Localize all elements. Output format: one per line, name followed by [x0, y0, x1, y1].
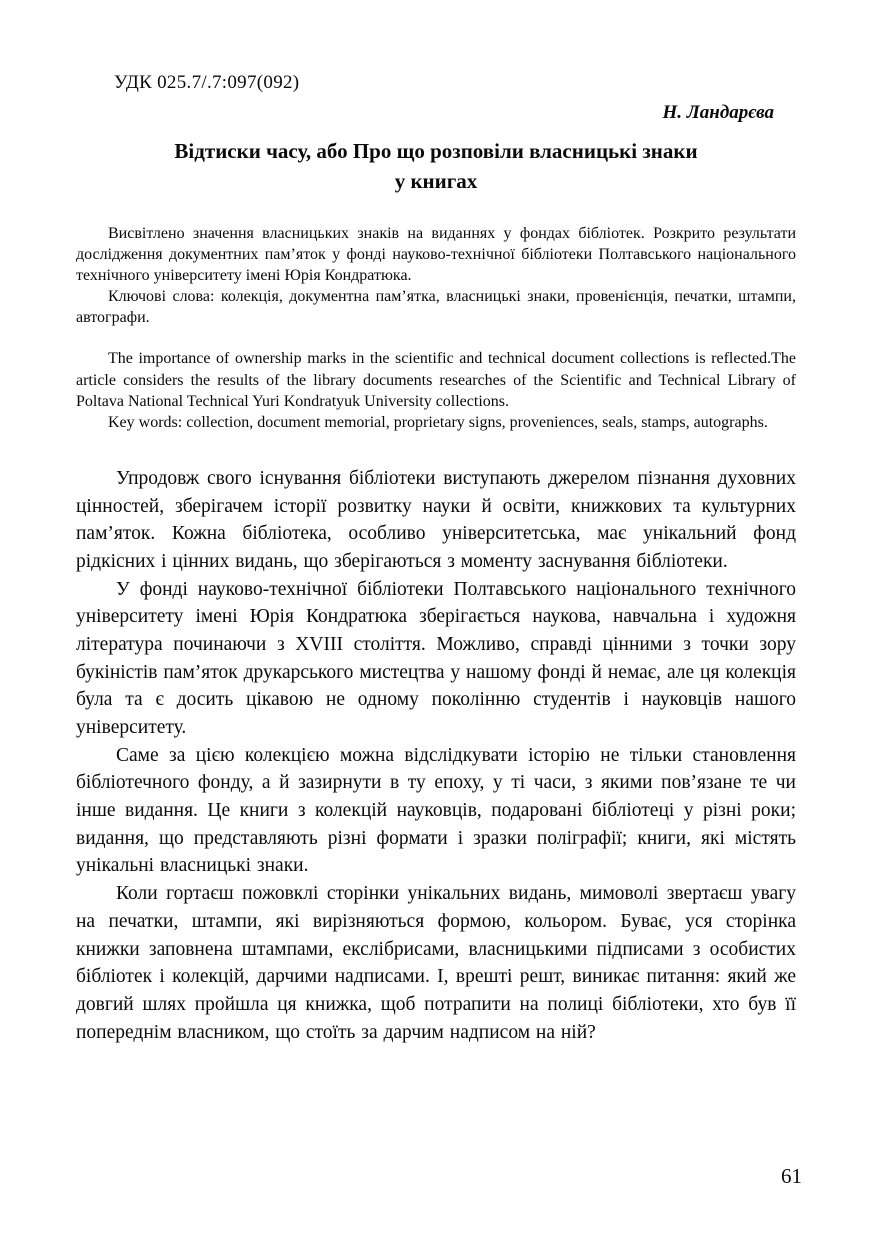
article-title	[76, 136, 796, 197]
body-paragraph-4: Коли гортаєш пожовклі сторінки унікальних видань, мимоволі звертаєш увагу на печатки, штампи, які вирізняються формою, кольором. Буває, уся сторінка книжки заповнена штампами, екслібрисами, власницькими підписами з особистих бібліотек і колекцій, дарчими надписами. І, врешті решт, виникає питання: який же довгий шлях пройшла ця книжка, щоб потрапити на полиці бібліотеки, хто був її попереднім власником, що стоїть за дарчим надписом на ній?	[76, 883, 796, 1043]
title-line-1: Відтиски часу, або Про що розповіли власницькі знаки	[174, 139, 698, 163]
abstract-english: The importance of ownership marks in the scientific and technical document collections is reflected.The article considers the results of the library documents researches of the Scientific and Technical Library of Poltava National Technical Yuri Kondratyuk University collections.	[76, 350, 796, 410]
body-paragraph-1: Упродовж свого існування бібліотеки виступають джерелом пізнання духовних цінностей, зберігачем історії розвитку науки й освіти, книжкових та культурних пам’яток. Кожна бібліотека, особливо університетська, має унікальний фонд рідкісних і цінних видань, що зберігаються з моменту заснування бібліотеки.	[76, 467, 796, 572]
body-paragraph-2: У фонді науково-технічної бібліотеки Полтавського національного технічного університету імені Юрія Кондратюка зберігається наукова, навчальна і художня література починаючи з XVIII століття. Можливо, справді цінними з точки зору букіністів пам’яток друкарського мистецтва у нашому фонді й немає, але ця колекція була та є досить цікавою не одному поколінню студентів і науковців нашого університету.	[76, 578, 796, 739]
author-name: Н. Ландарєва	[662, 102, 774, 123]
keywords-ukrainian: Ключові слова: колекція, документна пам’ятка, власницькі знаки, провенієнція, печатки, штампи, автографи.	[76, 288, 796, 327]
title-line-2: у книгах	[394, 169, 478, 194]
body-paragraph-3: Саме за цією колекцією можна відслідкувати історію не тільки становлення бібліотечного фонду, а й зазирнути в ту епоху, у ті часи, з якими пов’язане те чи інше видання. Це книги з колекцій науковців, подаровані бібліотеці у різні роки; видання, що представляють різні формати і зразки поліграфії; книги, які містять унікальні власницькі знаки.	[76, 744, 796, 877]
abstract-ukrainian: Висвітлено значення власницьких знаків на виданнях у фондах бібліотек. Розкрито результати дослідження документних пам’яток у фонді науково-технічної бібліотеки Полтавського національного технічного університету імені Юрія Кондратюка.	[76, 224, 796, 285]
article-body	[76, 465, 796, 1046]
page-number: 61	[781, 1164, 802, 1188]
udc-code: УДК 025.7/.7:097(092)	[114, 72, 300, 93]
keywords-english: Key words: collection, document memorial, proprietary signs, proveniences, seals, stamps, autographs.	[108, 413, 768, 431]
